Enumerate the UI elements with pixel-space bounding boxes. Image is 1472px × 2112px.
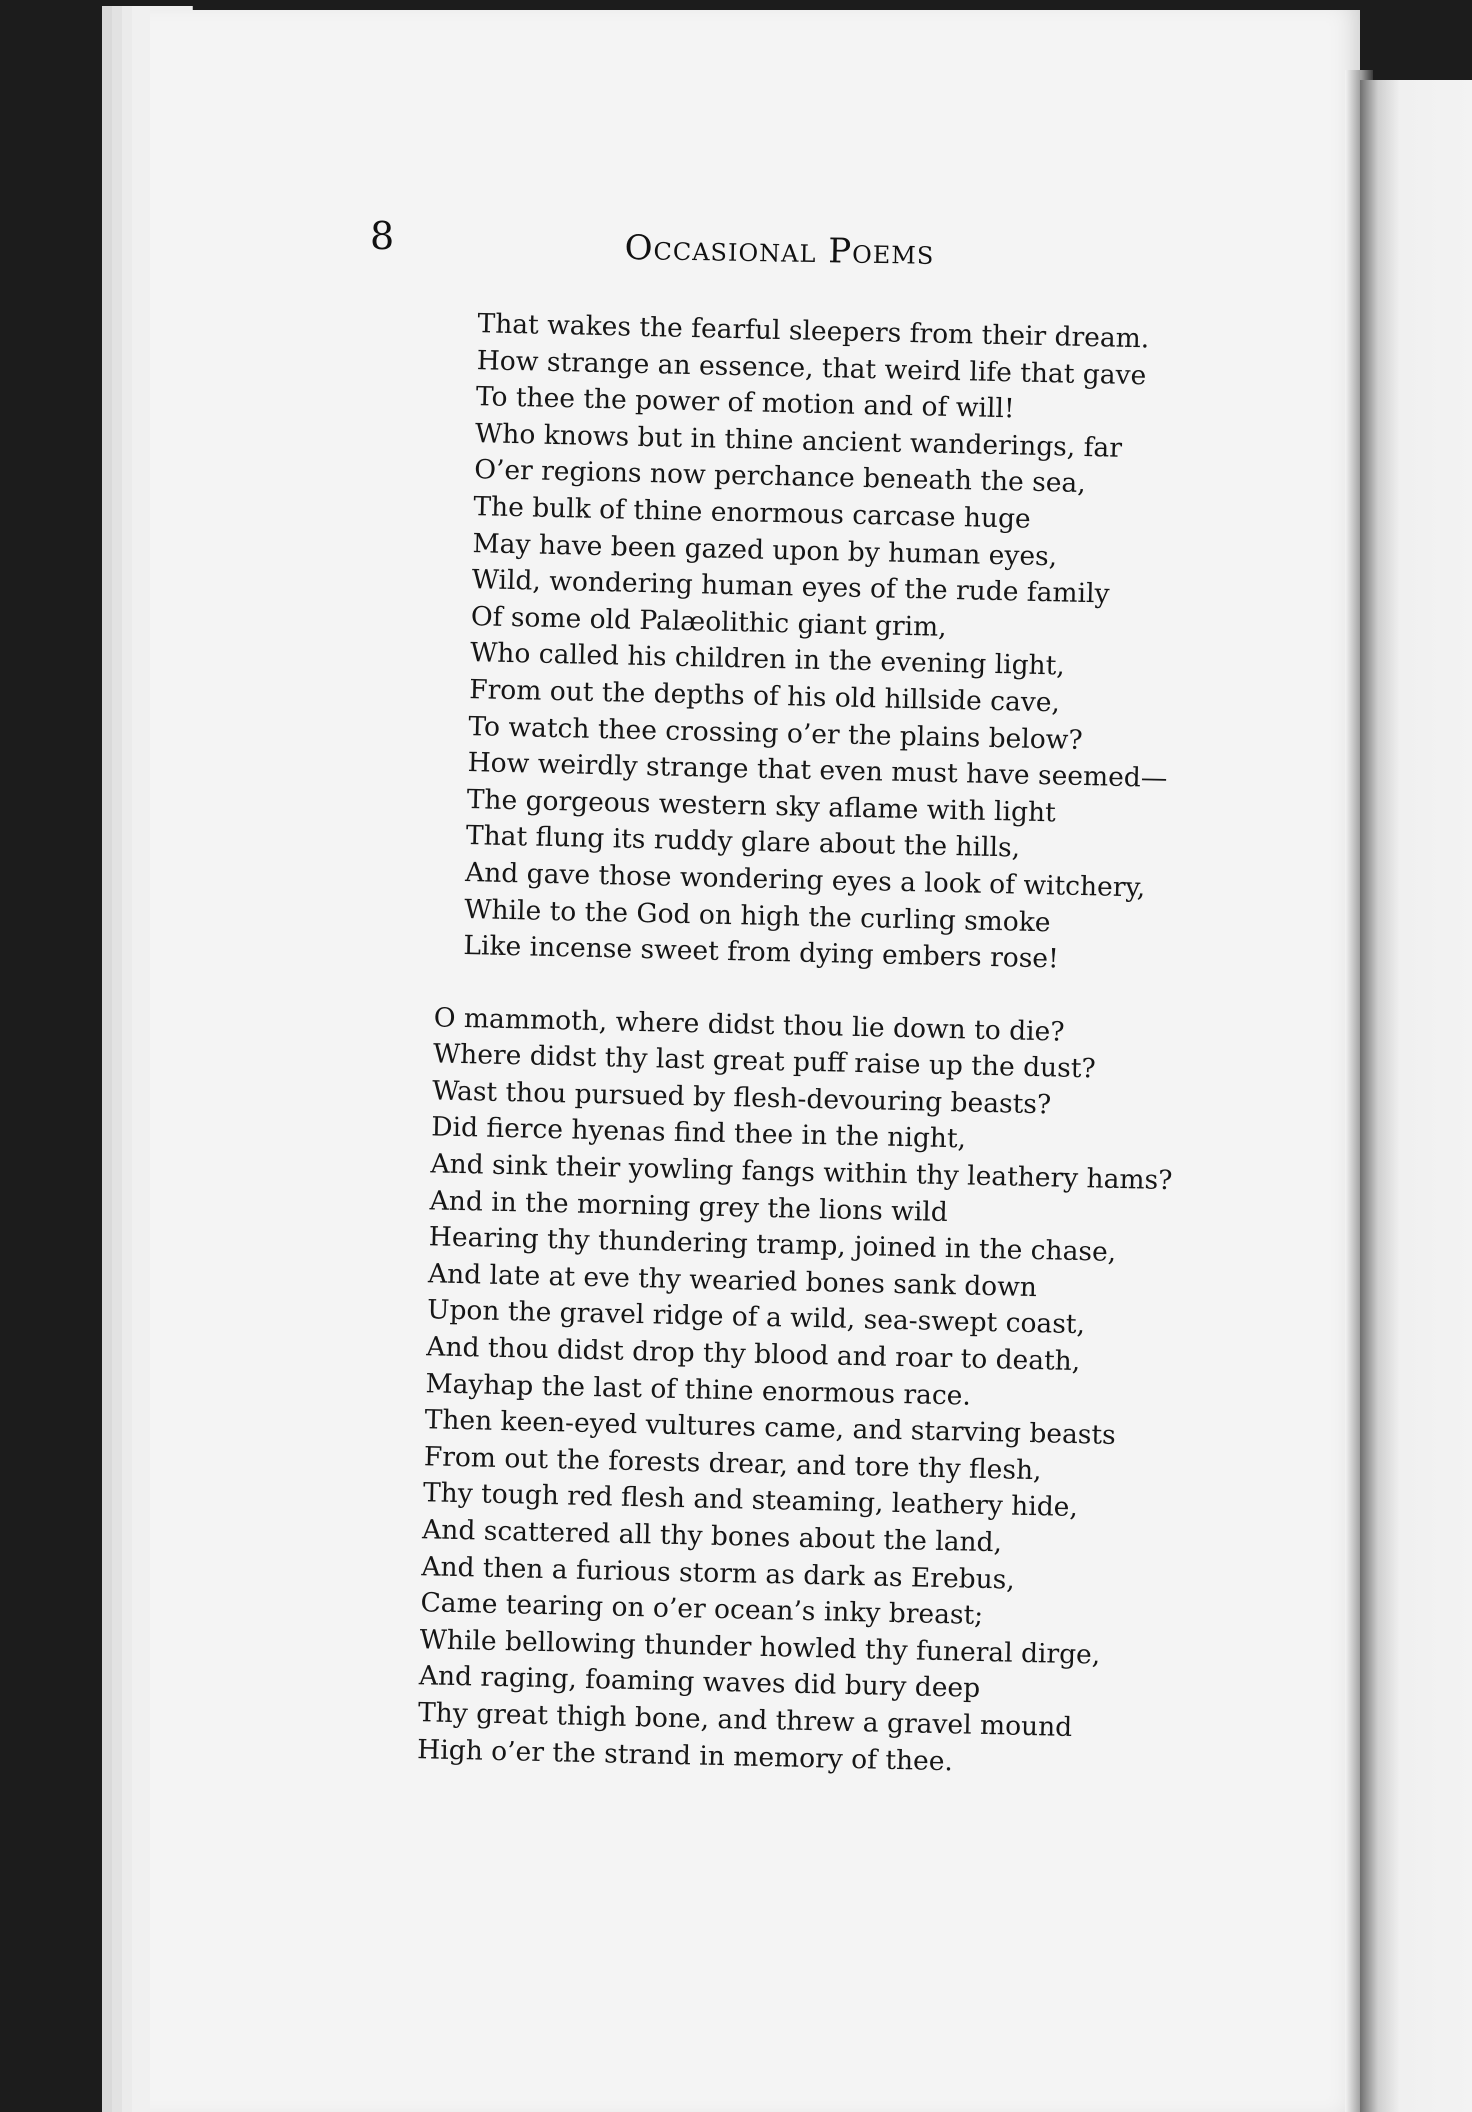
facing-page	[1360, 80, 1472, 2112]
poem-line: And scattered all thy bones about the land,	[421, 1514, 1003, 1559]
poem-line: How weirdly strange that even must have seemed—	[467, 747, 1168, 795]
poem-line: Thy great thigh bone, and threw a gravel mound	[417, 1697, 1073, 1743]
running-head: Occasional Poems	[624, 228, 935, 273]
poem-line: To thee the power of motion and of will!	[475, 381, 1015, 425]
poem-line: From out the depths of his old hillside cave,	[468, 674, 1061, 719]
poem-line: Where didst thy last great puff raise up the dust?	[432, 1038, 1096, 1085]
poem-line: May have been gazed upon by human eyes,	[472, 527, 1058, 572]
poem-line: And in the morning grey the lions wild	[429, 1184, 949, 1228]
poem-line: To watch thee crossing o’er the plains below?	[468, 710, 1083, 756]
poem-line: Of some old Palæolithic giant grim,	[470, 600, 947, 643]
poem-line: That flung its ruddy glare about the hills,	[465, 820, 1021, 864]
poem-line: And raging, foaming waves did bury deep	[418, 1660, 981, 1705]
poem-line: O’er regions now perchance beneath the sea,	[473, 454, 1087, 500]
stanza	[417, 1000, 1194, 1786]
poem-line: Who knows but in thine ancient wanderings, far	[474, 417, 1123, 464]
poem-line: Did fierce hyenas find thee in the night,	[431, 1111, 967, 1155]
poem-line: Wild, wondering human eyes of the rude family	[471, 564, 1110, 610]
stanza	[463, 306, 1210, 981]
poem-line: Then keen-eyed vultures came, and starving beasts	[424, 1404, 1117, 1452]
poem-line: While to the God on high the curling smoke	[463, 893, 1051, 938]
poem-line: The gorgeous western sky aflame with light	[466, 783, 1057, 829]
poem-line: High o’er the strand in memory of thee.	[416, 1733, 954, 1777]
poem-line: Came tearing on o’er ocean’s inky breast;	[420, 1587, 984, 1632]
poem-line: While bellowing thunder howled thy funeral dirge,	[419, 1623, 1101, 1671]
poem-line: And then a furious storm as dark as Erebus,	[421, 1550, 1016, 1596]
poem-line: Wast thou pursued by flesh-devouring beasts?	[431, 1075, 1052, 1121]
poem-line: Who called his children in the evening light,	[469, 637, 1066, 682]
poem-line: Hearing thy thundering tramp, joined in the chase,	[428, 1221, 1117, 1269]
poem-line: Mayhap the last of thine enormous race.	[425, 1367, 972, 1412]
poem-line: And gave those wondering eyes a look of witchery,	[464, 856, 1146, 904]
poem-body	[416, 306, 1210, 1786]
poem-line: That wakes the fearful sleepers from their dream.	[477, 308, 1150, 355]
poem-line: And late at eve thy wearied bones sank down	[427, 1258, 1038, 1303]
poem-line: Upon the gravel ridge of a wild, sea-swept coast,	[426, 1294, 1086, 1341]
page-number: 8	[370, 214, 395, 258]
poem-line: From out the forests drear, and tore thy flesh,	[423, 1441, 1042, 1487]
poem-line: How strange an essence, that weird life that gave	[476, 344, 1147, 391]
poem-line: The bulk of thine enormous carcase huge	[473, 491, 1032, 535]
poem-line: Like incense sweet from dying embers rose!	[463, 930, 1060, 975]
poem-line: Thy tough red flesh and steaming, leathery hide,	[422, 1477, 1079, 1524]
poem-line: O mammoth, where didst thou lie down to die?	[433, 1002, 1065, 1048]
poem-line: And sink their yowling fangs within thy leathery hams?	[430, 1148, 1173, 1197]
poem-line: And thou didst drop thy blood and roar to death,	[426, 1331, 1081, 1378]
